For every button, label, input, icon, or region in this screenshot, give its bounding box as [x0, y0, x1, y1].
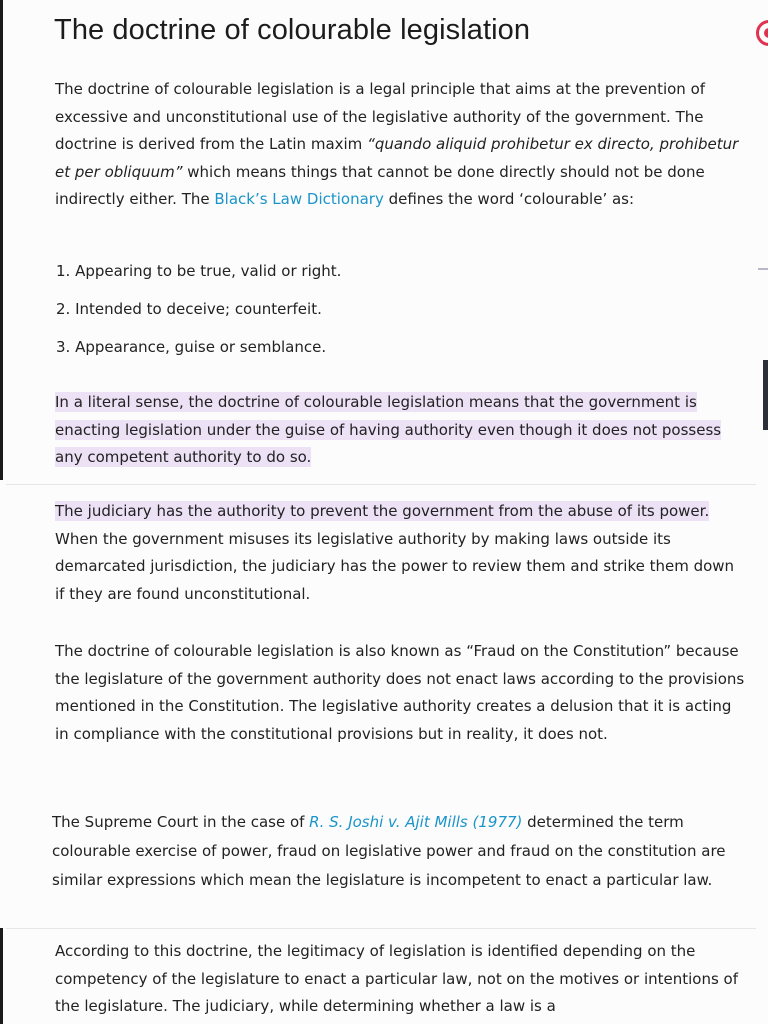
brand-logo-icon[interactable]: [756, 20, 768, 46]
case-link[interactable]: R. S. Joshi v. Ajit Mills (1977): [309, 813, 523, 831]
intro-paragraph: [55, 76, 745, 214]
latin-maxim: “quando aliquid prohibetur ex directo, prohibetur et per obliquum”: [55, 135, 739, 181]
list-item: 2. Intended to deceive; counterfeit.: [56, 300, 322, 318]
definition-list: [56, 258, 341, 372]
intro-text-1: The doctrine of colourable legislation is a legal principle that aims at the prevention of excessive and unconstitutional use of the legislative authority of the government. The doctrine is derived from the Latin maxim: [55, 80, 706, 153]
fraud-on-constitution-paragraph: The doctrine of colourable legislation is also known as “Fraud on the Constitution” because the legislature of the government authority does not enact laws according to the provisions mentioned in the Constitution. The legislative authority creates a delusion that it is acting in compliance with the constitutional provisions but in reality, it does not.: [55, 642, 745, 743]
legitimacy-paragraph: According to this doctrine, the legitimacy of legislation is identified depending on the competency of the legislature to enact a particular law, not on the motives or intentions of the legislature. The judiciary, while determining whether a law is a: [55, 942, 739, 1015]
blacks-law-dictionary-link[interactable]: Black’s Law Dictionary: [214, 190, 384, 208]
supreme-text-2: determined the term colourable exercise of power, fraud on legislative power and fraud on the constitution are similar expressions which mean the legislature is incompetent to enact a particular law.: [52, 813, 726, 889]
intro-text-2: which means things that cannot be done directly should not be done indirectly either. The: [55, 162, 705, 208]
highlighted-text: In a literal sense, the doctrine of colourable legislation means that the government is enacting legislation under the guise of having authority even though it does not possess any competent authority to do so.: [55, 393, 722, 466]
highlighted-text: The judiciary has the authority to prevent the government from the abuse of its power.: [55, 502, 710, 520]
supreme-court-paragraph: [52, 808, 742, 895]
section-divider: [6, 484, 756, 485]
list-item: 3. Appearance, guise or semblance.: [56, 338, 327, 356]
judiciary-text: When the government misuses its legislative authority by making laws outside its demarcated jurisdiction, the judiciary has the power to review them and strike them down if they are found unconstitutional.: [55, 529, 735, 603]
page-title: The doctrine of colourable legislation: [54, 14, 531, 46]
side-divider: [758, 268, 768, 270]
list-item: 1. Appearing to be true, valid or right.: [56, 262, 342, 280]
judiciary-paragraph: [55, 498, 745, 608]
supreme-text-1: The Supreme Court in the case of: [52, 813, 310, 831]
side-scroll-marker: [763, 360, 768, 430]
literal-sense-paragraph: [55, 389, 745, 472]
intro-text-3: defines the word ‘colourable’ as:: [383, 190, 635, 208]
section-divider: [6, 928, 756, 929]
